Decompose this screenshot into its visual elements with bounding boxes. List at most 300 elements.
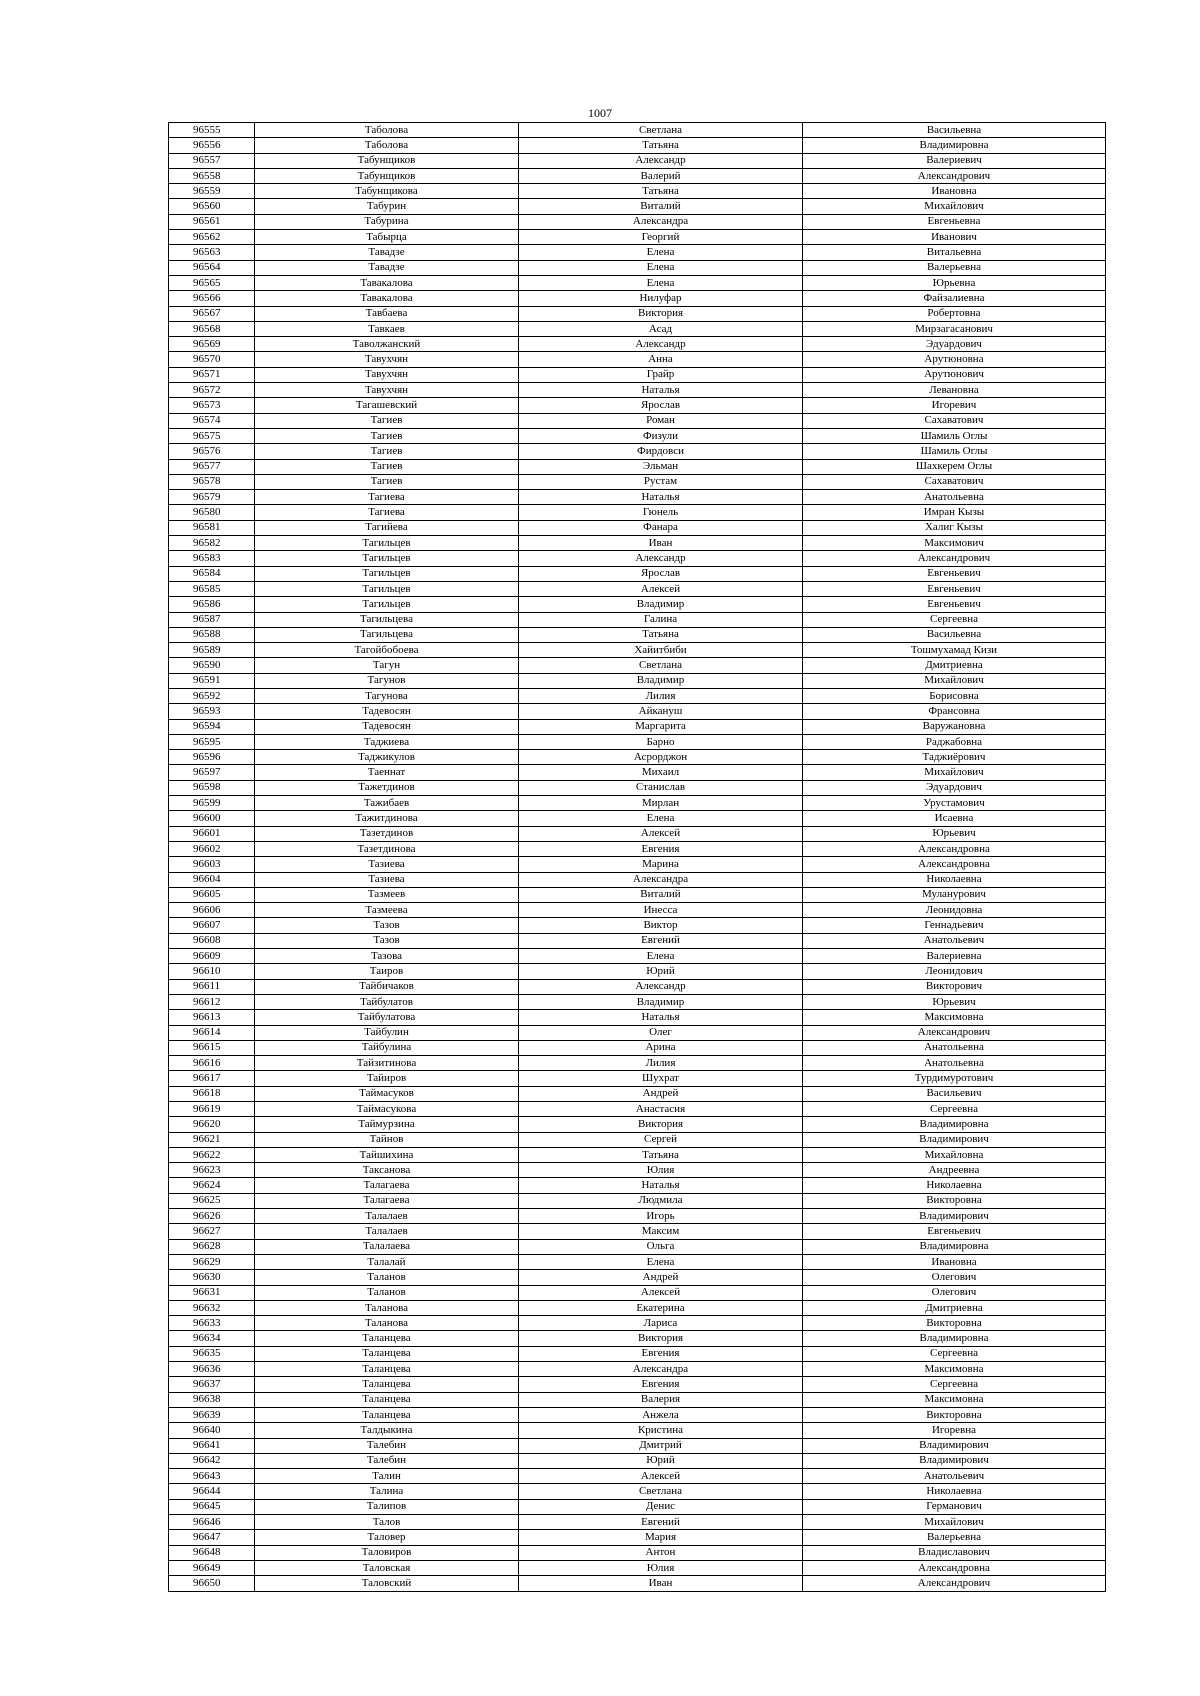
patronymic-cell: Юрьевна [803, 275, 1106, 290]
table-row [169, 490, 1106, 505]
table-row [169, 1010, 1106, 1025]
first-name-cell: Анжела [519, 1407, 803, 1422]
patronymic-cell: Максимовна [803, 1010, 1106, 1025]
record-number-cell: 96645 [169, 1499, 255, 1514]
first-name-cell: Виталий [519, 887, 803, 902]
record-number-cell: 96576 [169, 444, 255, 459]
patronymic-cell: Тошмухамад Кизи [803, 643, 1106, 658]
table-row [169, 306, 1106, 321]
record-number-cell: 96558 [169, 168, 255, 183]
record-number-cell: 96596 [169, 750, 255, 765]
first-name-cell: Дмитрий [519, 1438, 803, 1453]
record-number-cell: 96631 [169, 1285, 255, 1300]
table-row [169, 1102, 1106, 1117]
first-name-cell: Владимир [519, 597, 803, 612]
table-row [169, 123, 1106, 138]
record-number-cell: 96644 [169, 1484, 255, 1499]
table-row [169, 1300, 1106, 1315]
record-number-cell: 96557 [169, 153, 255, 168]
surname-cell: Талипов [255, 1499, 519, 1514]
first-name-cell: Алексей [519, 1285, 803, 1300]
first-name-cell: Ярослав [519, 398, 803, 413]
first-name-cell: Марина [519, 857, 803, 872]
record-number-cell: 96643 [169, 1469, 255, 1484]
first-name-cell: Мирлан [519, 796, 803, 811]
record-number-cell: 96617 [169, 1071, 255, 1086]
first-name-cell: Шухрат [519, 1071, 803, 1086]
first-name-cell: Андрей [519, 1086, 803, 1101]
record-number-cell: 96575 [169, 428, 255, 443]
table-row [169, 1346, 1106, 1361]
record-number-cell: 96646 [169, 1515, 255, 1530]
surname-cell: Табырца [255, 230, 519, 245]
record-number-cell: 96616 [169, 1056, 255, 1071]
table-row [169, 673, 1106, 688]
table-row [169, 1147, 1106, 1162]
record-number-cell: 96561 [169, 214, 255, 229]
surname-cell: Тайбулин [255, 1025, 519, 1040]
patronymic-cell: Александрович [803, 1576, 1106, 1591]
first-name-cell: Елена [519, 275, 803, 290]
table-row [169, 719, 1106, 734]
surname-cell: Таланцева [255, 1346, 519, 1361]
table-row [169, 1438, 1106, 1453]
record-number-cell: 96635 [169, 1346, 255, 1361]
record-number-cell: 96583 [169, 551, 255, 566]
patronymic-cell: Юрьевич [803, 826, 1106, 841]
first-name-cell: Наталья [519, 1178, 803, 1193]
first-name-cell: Галина [519, 612, 803, 627]
table-row [169, 1056, 1106, 1071]
patronymic-cell: Сергеевна [803, 1377, 1106, 1392]
patronymic-cell: Владимирович [803, 1209, 1106, 1224]
surname-cell: Тазетдинова [255, 841, 519, 856]
first-name-cell: Фирдовси [519, 444, 803, 459]
table-row [169, 138, 1106, 153]
first-name-cell: Александр [519, 551, 803, 566]
patronymic-cell: Эдуардович [803, 780, 1106, 795]
surname-cell: Тазиева [255, 872, 519, 887]
first-name-cell: Денис [519, 1499, 803, 1514]
table-row [169, 1407, 1106, 1422]
record-number-cell: 96639 [169, 1407, 255, 1422]
patronymic-cell: Имран Кызы [803, 505, 1106, 520]
patronymic-cell: Валериевич [803, 153, 1106, 168]
first-name-cell: Евгений [519, 933, 803, 948]
surname-cell: Тажетдинов [255, 780, 519, 795]
patronymic-cell: Таджиёрович [803, 750, 1106, 765]
table-row [169, 964, 1106, 979]
first-name-cell: Наталья [519, 490, 803, 505]
record-number-cell: 96612 [169, 994, 255, 1009]
surname-cell: Таланова [255, 1316, 519, 1331]
table-row [169, 597, 1106, 612]
table-row [169, 352, 1106, 367]
record-number-cell: 96593 [169, 704, 255, 719]
patronymic-cell: Александрович [803, 168, 1106, 183]
first-name-cell: Станислав [519, 780, 803, 795]
surname-cell: Тавакалова [255, 275, 519, 290]
surname-cell: Тайбулатова [255, 1010, 519, 1025]
first-name-cell: Виктор [519, 918, 803, 933]
patronymic-cell: Халиг Кызы [803, 520, 1106, 535]
record-number-cell: 96569 [169, 337, 255, 352]
first-name-cell: Елена [519, 811, 803, 826]
first-name-cell: Людмила [519, 1193, 803, 1208]
surname-cell: Таланцева [255, 1392, 519, 1407]
table-row [169, 1270, 1106, 1285]
surname-cell: Тавухчян [255, 367, 519, 382]
first-name-cell: Иван [519, 1576, 803, 1591]
surname-cell: Таланова [255, 1300, 519, 1315]
first-name-cell: Инесса [519, 903, 803, 918]
record-number-cell: 96647 [169, 1530, 255, 1545]
surname-cell: Табунщиков [255, 153, 519, 168]
surname-cell: Таймасукова [255, 1102, 519, 1117]
table-row [169, 1545, 1106, 1560]
surname-cell: Тагиева [255, 490, 519, 505]
record-number-cell: 96629 [169, 1254, 255, 1269]
surname-cell: Таланов [255, 1270, 519, 1285]
record-number-cell: 96592 [169, 688, 255, 703]
patronymic-cell: Александрович [803, 551, 1106, 566]
surname-cell: Тазмеева [255, 903, 519, 918]
first-name-cell: Евгений [519, 1515, 803, 1530]
table-row [169, 1453, 1106, 1468]
surname-cell: Таиров [255, 964, 519, 979]
patronymic-cell: Васильевич [803, 1086, 1106, 1101]
first-name-cell: Александр [519, 337, 803, 352]
patronymic-cell: Михайлович [803, 673, 1106, 688]
surname-cell: Талалаева [255, 1239, 519, 1254]
first-name-cell: Виктория [519, 306, 803, 321]
table-row [169, 199, 1106, 214]
surname-cell: Тавухчян [255, 352, 519, 367]
first-name-cell: Иван [519, 536, 803, 551]
table-row [169, 459, 1106, 474]
patronymic-cell: Леонидовна [803, 903, 1106, 918]
first-name-cell: Игорь [519, 1209, 803, 1224]
table-row [169, 918, 1106, 933]
surname-cell: Тазетдинов [255, 826, 519, 841]
surname-cell: Тагиев [255, 474, 519, 489]
table-row [169, 168, 1106, 183]
first-name-cell: Грайр [519, 367, 803, 382]
first-name-cell: Олег [519, 1025, 803, 1040]
first-name-cell: Наталья [519, 383, 803, 398]
record-number-cell: 96628 [169, 1239, 255, 1254]
surname-cell: Тагильцев [255, 597, 519, 612]
record-number-cell: 96610 [169, 964, 255, 979]
surname-cell: Тагиев [255, 444, 519, 459]
record-number-cell: 96608 [169, 933, 255, 948]
patronymic-cell: Эдуардович [803, 337, 1106, 352]
patronymic-cell: Борисовна [803, 688, 1106, 703]
first-name-cell: Сергей [519, 1132, 803, 1147]
patronymic-cell: Евгеньевич [803, 1224, 1106, 1239]
first-name-cell: Айкануш [519, 704, 803, 719]
patronymic-cell: Раджабовна [803, 734, 1106, 749]
table-row [169, 1560, 1106, 1575]
table-row [169, 933, 1106, 948]
first-name-cell: Светлана [519, 123, 803, 138]
record-number-cell: 96562 [169, 230, 255, 245]
patronymic-cell: Турдимуротович [803, 1071, 1106, 1086]
record-number-cell: 96622 [169, 1147, 255, 1162]
first-name-cell: Мария [519, 1530, 803, 1545]
record-number-cell: 96566 [169, 291, 255, 306]
patronymic-cell: Максимович [803, 536, 1106, 551]
first-name-cell: Алексей [519, 1469, 803, 1484]
first-name-cell: Фанара [519, 520, 803, 535]
table-row [169, 321, 1106, 336]
first-name-cell: Валерия [519, 1392, 803, 1407]
surname-cell: Тайбулатов [255, 994, 519, 1009]
patronymic-cell: Владимирович [803, 1438, 1106, 1453]
patronymic-cell: Арутюновна [803, 352, 1106, 367]
record-number-cell: 96619 [169, 1102, 255, 1117]
record-number-cell: 96590 [169, 658, 255, 673]
record-number-cell: 96577 [169, 459, 255, 474]
registry-table-body [169, 123, 1106, 1592]
record-number-cell: 96624 [169, 1178, 255, 1193]
surname-cell: Талагаева [255, 1178, 519, 1193]
table-row [169, 1071, 1106, 1086]
record-number-cell: 96641 [169, 1438, 255, 1453]
first-name-cell: Хайитбиби [519, 643, 803, 658]
patronymic-cell: Анатольевна [803, 1040, 1106, 1055]
record-number-cell: 96636 [169, 1362, 255, 1377]
patronymic-cell: Николаевна [803, 872, 1106, 887]
first-name-cell: Елена [519, 1254, 803, 1269]
surname-cell: Тавкаев [255, 321, 519, 336]
surname-cell: Таксанова [255, 1163, 519, 1178]
surname-cell: Талалаев [255, 1224, 519, 1239]
first-name-cell: Елена [519, 245, 803, 260]
table-row [169, 1576, 1106, 1591]
first-name-cell: Валерий [519, 168, 803, 183]
record-number-cell: 96572 [169, 383, 255, 398]
patronymic-cell: Анатольевна [803, 1056, 1106, 1071]
table-row [169, 857, 1106, 872]
first-name-cell: Ольга [519, 1239, 803, 1254]
record-number-cell: 96584 [169, 566, 255, 581]
first-name-cell: Виталий [519, 199, 803, 214]
surname-cell: Талалай [255, 1254, 519, 1269]
record-number-cell: 96579 [169, 490, 255, 505]
table-row [169, 367, 1106, 382]
record-number-cell: 96573 [169, 398, 255, 413]
patronymic-cell: Сергеевна [803, 1346, 1106, 1361]
table-row [169, 1132, 1106, 1147]
registry-table [168, 122, 1106, 1592]
patronymic-cell: Валерьевна [803, 260, 1106, 275]
patronymic-cell: Шахкерем Оглы [803, 459, 1106, 474]
record-number-cell: 96559 [169, 184, 255, 199]
table-row [169, 260, 1106, 275]
record-number-cell: 96605 [169, 887, 255, 902]
record-number-cell: 96648 [169, 1545, 255, 1560]
record-number-cell: 96567 [169, 306, 255, 321]
patronymic-cell: Максимовна [803, 1392, 1106, 1407]
patronymic-cell: Васильевна [803, 627, 1106, 642]
first-name-cell: Евгения [519, 1377, 803, 1392]
record-number-cell: 96601 [169, 826, 255, 841]
first-name-cell: Кристина [519, 1423, 803, 1438]
patronymic-cell: Робертовна [803, 306, 1106, 321]
patronymic-cell: Иванович [803, 230, 1106, 245]
patronymic-cell: Шамиль Оглы [803, 428, 1106, 443]
table-row [169, 275, 1106, 290]
surname-cell: Тавбаева [255, 306, 519, 321]
first-name-cell: Алексей [519, 581, 803, 596]
first-name-cell: Андрей [519, 1270, 803, 1285]
first-name-cell: Михаил [519, 765, 803, 780]
record-number-cell: 96599 [169, 796, 255, 811]
surname-cell: Таймурзина [255, 1117, 519, 1132]
record-number-cell: 96606 [169, 903, 255, 918]
first-name-cell: Антон [519, 1545, 803, 1560]
surname-cell: Тазиева [255, 857, 519, 872]
first-name-cell: Владимир [519, 994, 803, 1009]
patronymic-cell: Максимовна [803, 1362, 1106, 1377]
surname-cell: Тажитдинова [255, 811, 519, 826]
first-name-cell: Александра [519, 1362, 803, 1377]
patronymic-cell: Евгеньевич [803, 581, 1106, 596]
table-row [169, 643, 1106, 658]
surname-cell: Таланов [255, 1285, 519, 1300]
first-name-cell: Екатерина [519, 1300, 803, 1315]
surname-cell: Таланцева [255, 1362, 519, 1377]
patronymic-cell: Ивановна [803, 184, 1106, 199]
patronymic-cell: Андреевна [803, 1163, 1106, 1178]
surname-cell: Таволжанский [255, 337, 519, 352]
patronymic-cell: Николаевна [803, 1484, 1106, 1499]
table-row [169, 949, 1106, 964]
table-row [169, 1392, 1106, 1407]
table-row [169, 994, 1106, 1009]
record-number-cell: 96581 [169, 520, 255, 535]
record-number-cell: 96595 [169, 734, 255, 749]
patronymic-cell: Сахаватович [803, 413, 1106, 428]
record-number-cell: 96585 [169, 581, 255, 596]
surname-cell: Тагиева [255, 505, 519, 520]
surname-cell: Таджикулов [255, 750, 519, 765]
record-number-cell: 96625 [169, 1193, 255, 1208]
table-row [169, 1530, 1106, 1545]
surname-cell: Талина [255, 1484, 519, 1499]
table-row [169, 1178, 1106, 1193]
record-number-cell: 96623 [169, 1163, 255, 1178]
record-number-cell: 96555 [169, 123, 255, 138]
table-row [169, 780, 1106, 795]
record-number-cell: 96591 [169, 673, 255, 688]
table-row [169, 979, 1106, 994]
patronymic-cell: Сергеевна [803, 1102, 1106, 1117]
surname-cell: Табурина [255, 214, 519, 229]
record-number-cell: 96618 [169, 1086, 255, 1101]
table-row [169, 903, 1106, 918]
patronymic-cell: Германович [803, 1499, 1106, 1514]
record-number-cell: 96582 [169, 536, 255, 551]
surname-cell: Тагийева [255, 520, 519, 535]
table-row [169, 1239, 1106, 1254]
table-row [169, 826, 1106, 841]
surname-cell: Тайбулина [255, 1040, 519, 1055]
table-row [169, 474, 1106, 489]
patronymic-cell: Юрьевич [803, 994, 1106, 1009]
first-name-cell: Елена [519, 260, 803, 275]
table-row [169, 1423, 1106, 1438]
surname-cell: Табунщиков [255, 168, 519, 183]
table-row [169, 1362, 1106, 1377]
table-row [169, 796, 1106, 811]
patronymic-cell: Александровна [803, 857, 1106, 872]
table-row [169, 1193, 1106, 1208]
patronymic-cell: Сахаватович [803, 474, 1106, 489]
table-row [169, 750, 1106, 765]
table-row [169, 1316, 1106, 1331]
patronymic-cell: Олегович [803, 1270, 1106, 1285]
surname-cell: Тавакалова [255, 291, 519, 306]
table-row [169, 520, 1106, 535]
patronymic-cell: Александровна [803, 1560, 1106, 1575]
surname-cell: Таловская [255, 1560, 519, 1575]
patronymic-cell: Анатольевна [803, 490, 1106, 505]
patronymic-cell: Евгеньевна [803, 214, 1106, 229]
record-number-cell: 96589 [169, 643, 255, 658]
record-number-cell: 96634 [169, 1331, 255, 1346]
record-number-cell: 96649 [169, 1560, 255, 1575]
table-row [169, 887, 1106, 902]
table-row [169, 413, 1106, 428]
surname-cell: Тагунов [255, 673, 519, 688]
first-name-cell: Татьяна [519, 1147, 803, 1162]
surname-cell: Табунщикова [255, 184, 519, 199]
first-name-cell: Физули [519, 428, 803, 443]
patronymic-cell: Шамиль Оглы [803, 444, 1106, 459]
surname-cell: Тазов [255, 933, 519, 948]
table-row [169, 811, 1106, 826]
table-row [169, 184, 1106, 199]
surname-cell: Тайшихина [255, 1147, 519, 1162]
record-number-cell: 96603 [169, 857, 255, 872]
record-number-cell: 96571 [169, 367, 255, 382]
table-row [169, 153, 1106, 168]
surname-cell: Таболова [255, 123, 519, 138]
first-name-cell: Юлия [519, 1560, 803, 1575]
patronymic-cell: Александрович [803, 1025, 1106, 1040]
table-row [169, 1086, 1106, 1101]
surname-cell: Таеннат [255, 765, 519, 780]
first-name-cell: Александр [519, 979, 803, 994]
first-name-cell: Юлия [519, 1163, 803, 1178]
patronymic-cell: Игоревна [803, 1423, 1106, 1438]
patronymic-cell: Леонидович [803, 964, 1106, 979]
first-name-cell: Юрий [519, 964, 803, 979]
table-row [169, 612, 1106, 627]
record-number-cell: 96630 [169, 1270, 255, 1285]
patronymic-cell: Дмитриевна [803, 658, 1106, 673]
table-row [169, 765, 1106, 780]
patronymic-cell: Викторович [803, 979, 1106, 994]
table-row [169, 1117, 1106, 1132]
surname-cell: Тайиров [255, 1071, 519, 1086]
first-name-cell: Виктория [519, 1331, 803, 1346]
table-row [169, 428, 1106, 443]
table-row [169, 627, 1106, 642]
record-number-cell: 96597 [169, 765, 255, 780]
